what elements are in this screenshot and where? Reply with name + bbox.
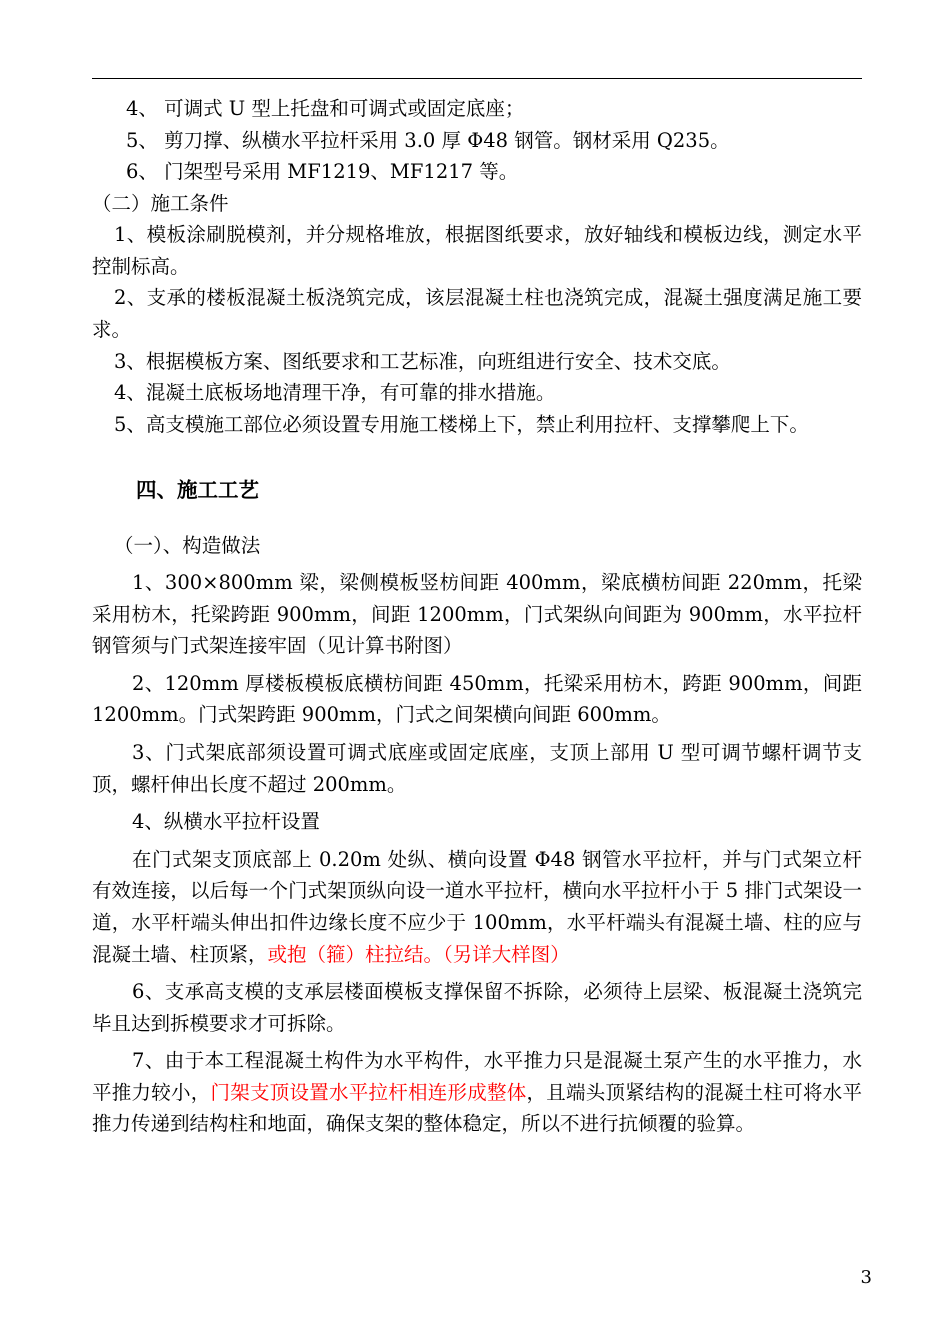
paragraph: 2、120mm 厚楼板模板底横枋间距 450mm，托梁采用枋木，跨距 900mm，间距 1200mm。门式架跨距 900mm，门式之间架横向间距 600mm。 [92, 671, 862, 727]
spacer [92, 508, 862, 530]
section-subheading: （二）施工条件 [92, 191, 229, 215]
paragraph: 3、根据模板方案、图纸要求和工艺标准，向班组进行安全、技术交底。 [114, 349, 731, 373]
section-heading: 四、施工工艺 [136, 478, 259, 503]
run-text-highlight: 或抱（箍）柱拉结。（另详大样图） [267, 942, 570, 966]
list-item: 4、 可调式 U 型上托盘和可调式或固定底座； [126, 97, 525, 120]
spacer [92, 440, 862, 474]
paragraph: 1、300×800mm 梁，梁侧模板竖枋间距 400mm，梁底横枋间距 220mm，托梁采用枋木，托梁跨距 900mm，间距 1200mm，门式架纵向间距为 900mm，水平拉杆钢管须与门式架连接牢固（见计算书附图） [92, 571, 862, 658]
run-text: 7、由于本工程混凝土构件为水平构件，水平推力只是混凝土泵产生的水平推力，水平推力较小， [92, 1049, 862, 1104]
header-rule [92, 78, 862, 79]
paragraph-mixed [92, 1045, 862, 1140]
paragraph: 4、纵横水平拉杆设置 [132, 810, 320, 834]
page-number: 3 [860, 1267, 872, 1288]
subsection-heading: （一）、构造做法 [114, 533, 261, 557]
run-text: ，且端头顶紧结构的混凝土柱可将水平推力传递到结构柱和地面，确保支架的整体稳定，所以不进行抗倾覆的验算。 [92, 1080, 862, 1136]
paragraph: 3、门式架底部须设置可调式底座或固定底座，支顶上部用 U 型可调节螺杆调节支顶，螺杆伸出长度不超过 200mm。 [92, 741, 862, 796]
paragraph: 4、混凝土底板场地清理干净，有可靠的排水措施。 [114, 381, 556, 405]
paragraph: 6、支承高支模的支承层楼面模板支撑保留不拆除，必须待上层梁、板混凝土浇筑完毕且达到拆模要求才可拆除。 [92, 980, 862, 1035]
list-item: 5、 剪刀撑、纵横水平拉杆采用 3.0 厚 Φ48 钢管。钢材采用 Q235。 [126, 128, 730, 152]
list-item: 6、 门架型号采用 MF1219、MF1217 等。 [126, 160, 519, 184]
paragraph: 5、高支模施工部位必须设置专用施工楼梯上下，禁止利用拉杆、支撑攀爬上下。 [114, 412, 809, 436]
paragraph: 2、支承的楼板混凝土板浇筑完成，该层混凝土柱也浇筑完成，混凝土强度满足施工要求。 [92, 286, 862, 342]
run-text-highlight: 门架支顶设置水平拉杆相连形成整体 [210, 1080, 527, 1104]
document-body [92, 78, 862, 1140]
paragraph: 1、模板涂刷脱模剂，并分规格堆放，根据图纸要求，放好轴线和模板边线，测定水平控制标高。 [92, 223, 862, 278]
paragraph-mixed [92, 844, 862, 970]
run-text: 在门式架支顶底部上 0.20m 处纵、横向设置 Φ48 钢管水平拉杆，并与门式架立杆有效连接，以后每一个门式架顶纵向设一道水平拉杆，横向水平拉杆小于 5 排门式架设一道，水平杆端头伸出扣件边缘长度不应少于 100mm，水平杆端头有混凝土墙、柱的应与混凝土墙、柱顶紧， [92, 847, 862, 966]
